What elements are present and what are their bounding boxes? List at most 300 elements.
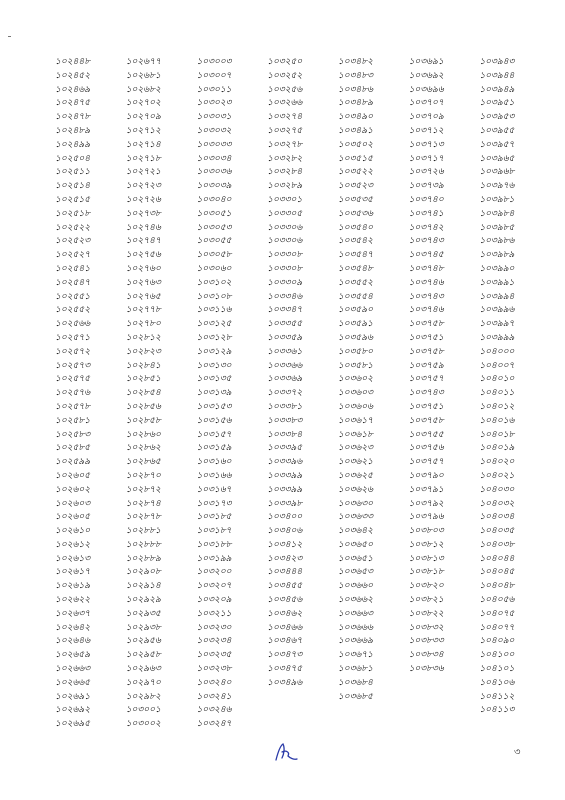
table-cell: ১০২৬১৩	[55, 553, 91, 564]
table-cell: ১০২৬১২	[55, 539, 91, 550]
table-cell: ১০৩৮১২	[408, 539, 444, 550]
table-cell: ১০৩৬৩৩	[337, 512, 373, 523]
table-cell: ১০৩৫৯৬	[337, 332, 373, 343]
table-cell: ১০২৭০২	[125, 98, 161, 109]
table-cell: ১০৩৩৬৯	[267, 374, 303, 385]
table-cell: ১০২৮৭২	[125, 484, 161, 495]
table-cell: ১০৩২৮৯	[267, 181, 303, 192]
table-cell: ১০৩৩০১	[267, 194, 303, 205]
table-cell: ১০২৯৫৮	[125, 650, 161, 661]
table-cell: ১০৪১০১	[479, 664, 515, 675]
table-cell: ১০৩০১১	[196, 84, 232, 95]
table-cell: ১০৩৪৮৯	[337, 98, 373, 109]
table-cell: ১০৩৪৮২	[337, 57, 373, 67]
table-cell: ১০৩৮২০	[408, 581, 444, 592]
table-cell: ১০৩১৭৩	[196, 498, 232, 509]
table-cell: ১০২৫৭১	[55, 332, 91, 343]
table-cell: ১০৩৭১৭	[408, 153, 444, 164]
table-cell: ১০৩১৯৯	[196, 553, 232, 564]
table-cell: ১০৩১০২	[196, 277, 232, 288]
table-cell: ১০৩৩৬৬	[267, 360, 303, 371]
table-cell: ১০৩৩৫৯	[267, 332, 303, 343]
table-cell: ১০২৮৮৮	[125, 539, 161, 550]
table-cell: ১০২৭১৮	[125, 153, 161, 164]
table-cell: ১০৩২৪১	[196, 691, 232, 702]
table-cell: ১০৩৩০৬	[267, 222, 303, 233]
table-cell: ১০৩১৬৭	[196, 484, 232, 495]
table-cell: ১০৩৬৬৩	[337, 608, 373, 619]
table-cell: ১০৩৪৪৪	[267, 567, 303, 578]
table-cell: ১০৩২৬৬	[267, 98, 303, 109]
table-cell: ১০২৪৯৯	[55, 139, 91, 150]
table-cell: ১০৩৩৫৫	[267, 319, 303, 330]
table-cell: ১০২৪৭৮	[55, 112, 91, 123]
table-cell: ১০৩৫২৩	[337, 181, 373, 192]
table-cell: ১০৪১০০	[479, 650, 515, 661]
table-cell: ১০২৬৪২	[55, 622, 91, 633]
table-cell: ১০৪০২১	[479, 470, 515, 481]
table-cell: ১০২৫২২	[55, 222, 91, 233]
table-cell: ১০৩৯৫৭	[479, 139, 515, 150]
table-cell: ১০৩৫৯১	[337, 319, 373, 330]
table-cell: ১০৩৫৪২	[337, 236, 373, 247]
table-cell: ১০৩৭৫৮	[408, 415, 444, 426]
table-cell: ১০৩৬৩০	[337, 498, 373, 509]
table-cell: ১০৩৮৩৩	[408, 636, 444, 647]
table-cell: ১০৩১৬৬	[196, 470, 232, 481]
table-cell: ১০৩০৪০	[196, 194, 232, 205]
table-column	[196, 56, 267, 732]
table-cell: ১০৩৬৫০	[337, 539, 373, 550]
table-cell: ১০৩৬৯১	[408, 57, 444, 67]
table-cell: ১০৩১৩৯	[196, 388, 232, 399]
table-cell: ১০৪০৪৮	[479, 581, 515, 592]
table-cell: ১০২৬২২	[55, 595, 91, 606]
table-cell: ১০৩৪২৩	[267, 553, 303, 564]
table-cell: ১০৩৭৫৯	[408, 360, 444, 371]
table-cell: ১০৩৯৬৫	[479, 153, 515, 164]
table-cell: ১০২৬১০	[55, 526, 91, 537]
table-cell: ১০২৬৭৭	[125, 57, 161, 67]
table-cell: ১০৩০০৭	[196, 70, 232, 81]
table-cell: ১০৪০১২	[479, 401, 515, 412]
table-cell: ১০৩৭৪০	[408, 194, 444, 205]
table-cell: ১০২৯১৪	[125, 581, 161, 592]
table-cell: ১০৩৭৯৬	[408, 512, 444, 523]
table-cell: ১০৩৭৫৭	[408, 374, 444, 385]
table-cell: ১০২৫৫২	[55, 305, 91, 316]
table-cell: ১০৩১৮৫	[196, 512, 232, 523]
table-cell: ১০৩০৩৬	[196, 167, 232, 178]
table-cell: ১০৩৩৪৬	[267, 291, 303, 302]
table-cell: ১০৩২৩৫	[196, 650, 232, 661]
table-cell: ১০৩০৫৮	[196, 250, 232, 261]
table-cell: ১০৪০৪৪	[479, 553, 515, 564]
table-cell: ১০৩৫৯০	[337, 305, 373, 316]
table-cell: ১০৩৬৬২	[337, 595, 373, 606]
table-cell: ১০২৮১২	[125, 332, 161, 343]
table-cell: ১০৪০০৭	[479, 360, 515, 371]
table-cell: ১০৩১৩০	[196, 360, 232, 371]
table-cell: ১০৪০১৮	[479, 429, 515, 440]
table-cell: ১০২৯০৮	[125, 567, 161, 578]
table-cell: ১০৩২০৭	[196, 581, 232, 592]
table-cell: ১০৩৫১৫	[337, 153, 373, 164]
table-cell: ১০৩৩০৮	[267, 263, 303, 274]
table-column	[267, 56, 338, 732]
table-cell: ১০৩৭৫৭	[408, 457, 444, 468]
table-cell: ১০২৭১২	[125, 125, 161, 136]
table-cell: ১০৩৮২১	[408, 595, 444, 606]
table-cell: ১০২৫১৫	[55, 194, 91, 205]
table-cell: ১০২৬১৭	[55, 567, 91, 578]
table-cell: ১০৩৯৬৮	[479, 167, 515, 178]
table-cell: ১০২৫৭৮	[55, 401, 91, 412]
table-cell: ১০৩৯৯৯	[479, 332, 515, 343]
table-cell: ১০২৮৭৮	[125, 512, 161, 523]
table-cell: ১০৩৩০৬	[267, 236, 303, 247]
table-cell: ১০৪০৭৭	[479, 622, 515, 633]
table-cell: ১০২৭৪৭	[125, 236, 161, 247]
table-cell: ১০২৫৭৩	[55, 360, 91, 371]
table-cell: ১০২৬৮১	[125, 70, 161, 81]
table-cell: ১০৪০৫৬	[479, 595, 515, 606]
table-cell: ১০২৫১৪	[55, 181, 91, 192]
table-cell: ১০৩৯৮৬	[479, 236, 515, 247]
table-cell: ১০২৫৮৫	[55, 443, 91, 454]
table-cell: ১০২৬১৯	[55, 581, 91, 592]
table-cell: ১০৩৩৯৫	[267, 443, 303, 454]
table-cell: ১০৩৪৫৬	[267, 595, 303, 606]
table-cell: ১০২৭৪৬	[125, 222, 161, 233]
table-cell: ১০৩৪৮৩	[337, 70, 373, 81]
table-cell: ১০৩৪৭৫	[267, 664, 303, 675]
table-cell: ১০৩৭৪৩	[408, 291, 444, 302]
table-cell: ১০৩৪৬৬	[267, 622, 303, 633]
table-cell: ১০২৫২৩	[55, 236, 91, 247]
table-cell: ১০২৮৫৮	[125, 415, 161, 426]
table-cell: ১০৩৬৮৫	[337, 691, 373, 702]
table-cell: ১০৪০১১	[479, 388, 515, 399]
table-cell: ১০৩৪৫৫	[267, 581, 303, 592]
table-cell: ১০২৭৮০	[125, 319, 161, 330]
table-cell: ১০৩৫০২	[337, 139, 373, 150]
table-cell: ১০২৭৬৩	[125, 277, 161, 288]
table-cell: ১০৩৩০৯	[267, 277, 303, 288]
table-cell: ১০৪০১০	[479, 374, 515, 385]
table-cell: ১০৩০০২	[125, 719, 161, 730]
table-cell: ১০২৮৮৯	[125, 553, 161, 564]
table-cell: ১০২৬০৫	[55, 512, 91, 523]
table-cell: ১০৩০৩৩	[196, 139, 232, 150]
table-column	[409, 56, 480, 732]
table-cell: ১০৩৬১৭	[337, 415, 373, 426]
table-cell: ১০৩১৫৩	[196, 401, 232, 412]
table-cell: ১০৩৯৪৪	[479, 70, 515, 81]
table-cell: ১০৩১৬০	[196, 457, 232, 468]
table-cell: ১০২৭৭৮	[125, 305, 161, 316]
table-cell: ১০২৮৬৫	[125, 457, 161, 468]
table-cell: ১০৩৩৮১	[267, 401, 303, 412]
table-cell: ১০৩১১৬	[196, 305, 232, 316]
table-cell: ১০৩৬৪২	[337, 526, 373, 537]
table-cell: ১০৩৫৪৭	[337, 250, 373, 261]
table-cell: ১০৩৬২৩	[337, 443, 373, 454]
table-cell: ১০৩৬২৫	[337, 470, 373, 481]
table-cell: ১০২৬০৩	[55, 498, 91, 509]
table-cell: ১০৩০০৩	[196, 57, 232, 67]
table-cell: ১০২৭৬০	[125, 263, 161, 274]
table-cell: ১০৩৬৮৪	[337, 677, 373, 688]
table-cell: ১০২৭৬৫	[125, 291, 161, 302]
table-cell: ১০৩৬৯২	[408, 70, 444, 81]
table-cell: ১০৩২১১	[196, 608, 232, 619]
table-cell: ১০৩২৩০	[196, 622, 232, 633]
table-cell: ১০২৫৬৬	[55, 319, 91, 330]
table-cell: ১০৩২৫২	[267, 70, 303, 81]
table-cell: ১০২৭৩৮	[125, 208, 161, 219]
table-cell: ১০৩৬৬০	[337, 581, 373, 592]
table-cell: ১০৩১২৯	[196, 346, 232, 357]
table-cell: ১০৩৩৯৮	[267, 498, 303, 509]
table-cell: ১০৩৩৮৩	[267, 415, 303, 426]
table-cell: ১০২৬৩৭	[55, 608, 91, 619]
table-cell: ১০২৫৪১	[55, 263, 91, 274]
table-cell: ১০৩১৮৮	[196, 539, 232, 550]
table-cell: ১০২৮৮১	[125, 526, 161, 537]
table-cell: ১০২৬৪৬	[55, 636, 91, 647]
table-cell: ১০৩৮৩৬	[408, 664, 444, 675]
table-cell: ১০২৫১১	[55, 167, 91, 178]
table-cell: ১০৩০০১	[125, 705, 161, 716]
table-cell: ১০২৮৫১	[125, 374, 161, 385]
table-cell: ১০৪০৩৪	[479, 512, 515, 523]
table-cell: ১০৩৯৫৩	[479, 112, 515, 123]
table-cell: ১০৩৭০৯	[408, 112, 444, 123]
table-cell: ১০৩৫৪০	[337, 222, 373, 233]
table-cell: ১০৩৯৪৯	[479, 84, 515, 95]
table-cell: ১০৩৭৪৬	[408, 305, 444, 316]
table-cell: ১০২৮৬২	[125, 443, 161, 454]
table-cell: ১০৩৬১৮	[337, 429, 373, 440]
table-cell: ১০২৬৬৩	[55, 664, 91, 675]
table-cell: ১০৩৭৯১	[408, 484, 444, 495]
table-cell: ১০৩৮১৮	[408, 567, 444, 578]
table-cell: ১০৪০১৯	[479, 443, 515, 454]
table-cell: ১০৩০৩৯	[196, 181, 232, 192]
table-cell: ১০৩৪০৬	[267, 526, 303, 537]
table-cell: ১০৩৪৯০	[337, 112, 373, 123]
table-cell: ১০৪০৩৫	[479, 526, 515, 537]
table-cell: ১০৩৪৯৬	[267, 677, 303, 688]
table-cell: ১০৩৬২১	[337, 457, 373, 468]
table-cell: ১০৩৯৯৪	[479, 291, 515, 302]
table-cell: ১০২৭২৬	[125, 194, 161, 205]
table-cell: ১০৩২০৯	[196, 595, 232, 606]
table-cell: ১০৩২৭৪	[267, 112, 303, 123]
table-cell: ১০৪০১৬	[479, 415, 515, 426]
table-column	[479, 56, 550, 732]
table-cell: ১০৩০৩১	[196, 112, 232, 123]
table-cell: ১০৩৯৯৬	[479, 305, 515, 316]
table-cell: ১০২৬৯২	[55, 705, 91, 716]
table-cell: ১০২৫১৮	[55, 208, 91, 219]
table-cell: ১০৩৬০৩	[337, 388, 373, 399]
table-cell: ১০৩২৩৮	[196, 664, 232, 675]
table-cell: ১০৩৫৮১	[337, 360, 373, 371]
table-cell: ১০৩২৪০	[196, 677, 232, 688]
table-cell: ১০২৫৫১	[55, 291, 91, 302]
table-cell: ১০২৬০৫	[55, 470, 91, 481]
table-cell: ১০৩১৫৭	[196, 429, 232, 440]
table-cell: ১০২৪৮৯	[55, 125, 91, 136]
table-cell: ১০২৫৭২	[55, 346, 91, 357]
table-cell: ১০২৮২৩	[125, 346, 161, 357]
table-cell: ১০৩৪১২	[267, 539, 303, 550]
table-cell: ১০৩৯৯০	[479, 263, 515, 274]
table-cell: ১০৩৭৪৬	[408, 277, 444, 288]
table-cell: ১০৩৬৯৬	[408, 84, 444, 95]
table-cell: ১০২৯৭০	[125, 677, 161, 688]
table-cell: ১০৩৯৫৫	[479, 125, 515, 136]
table-cell: ১০২৪৫২	[55, 70, 91, 81]
table-cell: ১০৩০৫৩	[196, 222, 232, 233]
table-cell: ১০২৮৬০	[125, 429, 161, 440]
table-cell: ১০৩৪৬৭	[267, 636, 303, 647]
page-number: ৩	[514, 747, 521, 758]
table-cell: ১০৩১২৮	[196, 332, 232, 343]
table-cell: ১০৩৭৯২	[408, 498, 444, 509]
table-cell: ১০২৯৩৫	[125, 608, 161, 619]
table-cell: ১০৩৮১৩	[408, 553, 444, 564]
table-cell: ১০৩৬৫১	[337, 553, 373, 564]
table-cell: ১০৩০৫৫	[196, 236, 232, 247]
table-cell: ১০২৯২৯	[125, 595, 161, 606]
table-cell: ১০২৮৭৪	[125, 498, 161, 509]
table-cell: ১০৩১৫৯	[196, 443, 232, 454]
table-cell: ১০৩৭৫৬	[408, 443, 444, 454]
table-cell: ১০৩২৮২	[267, 153, 303, 164]
table-cell: ১০৩৭৪৮	[408, 263, 444, 274]
table-cell: ১০৩২৩৪	[196, 636, 232, 647]
table-cell: ১০৩০২৩	[196, 98, 232, 109]
table-cell: ১০৩৭২৬	[408, 167, 444, 178]
table-cell: ১০৩৭০৭	[408, 98, 444, 109]
table-cell: ১০২৪৭৫	[55, 98, 91, 109]
table-cell: ১০২৬০২	[55, 484, 91, 495]
table-cell: ১০৩৩৯৯	[267, 470, 303, 481]
table-cell: ১০৪০৪৫	[479, 567, 515, 578]
table-cell: ১০২৯৮২	[125, 691, 161, 702]
table-cell: ১০৪০০০	[479, 346, 515, 357]
table-cell: ১০৩৯৪৩	[479, 57, 515, 67]
table-cell: ১০৩৯৮৪	[479, 208, 515, 219]
table-cell: ১০৩৬৭১	[337, 650, 373, 661]
table-cell: ১০৩৯৭৬	[479, 181, 515, 192]
table-cell: ১০৩৬৫৩	[337, 567, 373, 578]
table-cell: ১০৩২৪৭	[196, 719, 232, 730]
table-cell: ১০৩৬২৬	[337, 484, 373, 495]
table-cell: ১০৩১৮৭	[196, 526, 232, 537]
table-cell: ১০৪০৩২	[479, 498, 515, 509]
table-cell: ১০৩৩৭২	[267, 388, 303, 399]
table-column	[126, 56, 197, 732]
table-cell: ১০৩৬৬৬	[337, 622, 373, 633]
table-cell: ১০৩৫৩৫	[337, 194, 373, 205]
table-cell: ১০৩৫৫২	[337, 277, 373, 288]
table-cell: ১০৩৯৮১	[479, 194, 515, 205]
table-cell: ১০৩৯৮৯	[479, 250, 515, 261]
table-cell: ১০৩১৩৫	[196, 374, 232, 385]
table-cell: ১০৩৩৮৪	[267, 429, 303, 440]
table-cell: ১০২৬৯৫	[55, 719, 91, 730]
table-cell: ১০২৫০৪	[55, 153, 91, 164]
table-cell: ১০৪০৩৮	[479, 539, 515, 550]
scan-mark	[8, 36, 11, 37]
table-cell: ১০৪১১২	[479, 691, 515, 702]
table-cell: ১০৩৪৯১	[337, 125, 373, 136]
table-cell: ১০৩৮৩৪	[408, 650, 444, 661]
table-cell: ১০৩৭১২	[408, 125, 444, 136]
table-cell: ১০৩৯৮৫	[479, 222, 515, 233]
table-cell: ১০৩২০০	[196, 567, 232, 578]
table-cell: ১০৩৭৩৯	[408, 181, 444, 192]
table-cell: ১০৩৯৫১	[479, 98, 515, 109]
table-cell: ১০৩০৬০	[196, 263, 232, 274]
table-cell: ১০৩৩৯৯	[267, 484, 303, 495]
table-cell: ১০৩৮০৩	[408, 526, 444, 537]
table-cell: ১০৩১৫৬	[196, 415, 232, 426]
table-cell: ১০৩৬০৬	[337, 401, 373, 412]
table-cell: ১০৩৭৪১	[408, 208, 444, 219]
table-cell: ১০৩৪৬২	[267, 608, 303, 619]
table-cell: ১০৩৯৯১	[479, 277, 515, 288]
table-cell: ১০৩৬০২	[337, 374, 373, 385]
table-cell: ১০৪১০৬	[479, 677, 515, 688]
signature	[270, 740, 300, 764]
table-cell: ১০৪০৭৫	[479, 608, 515, 619]
table-cell: ১০২৯৬৩	[125, 664, 161, 675]
table-cell: ১০৩৬৬৯	[337, 636, 373, 647]
table-cell: ১০৪০২০	[479, 457, 515, 468]
table-cell: ১০২৭৫৬	[125, 250, 161, 261]
table-cell: ১০২৬৬৫	[55, 677, 91, 688]
table-cell: ১০২৭১৪	[125, 139, 161, 150]
table-cell: ১০৩৭৪৩	[408, 388, 444, 399]
table-cell: ১০৩৩৯৬	[267, 457, 303, 468]
table-cell: ১০৩৩৪৭	[267, 305, 303, 316]
table-cell: ১০৩২৪৬	[196, 705, 232, 716]
table-cell: ১০২৫৭৫	[55, 374, 91, 385]
table-cell: ১০২৫৯৯	[55, 457, 91, 468]
table-cell: ১০৩৭৫১	[408, 332, 444, 343]
table-cell: ১০২৫৭৬	[55, 388, 91, 399]
table-cell: ১০৩৫৪৮	[337, 263, 373, 274]
table-cell: ১০২৭০৯	[125, 112, 161, 123]
table-cell: ১০৩০৩৪	[196, 153, 232, 164]
table-cell: ১০৩৫৫৪	[337, 291, 373, 302]
table-cell: ১০২৬৮২	[125, 84, 161, 95]
table-cell: ১০৩৭৫১	[408, 401, 444, 412]
table-cell: ১০৩৭১৩	[408, 139, 444, 150]
table-cell: ১০৩২৭৮	[267, 139, 303, 150]
table-cell: ১০৩৫৮০	[337, 346, 373, 357]
table-column	[55, 56, 126, 732]
table-cell: ১০৩১২৫	[196, 319, 232, 330]
table-cell: ১০৩৭৫৮	[408, 319, 444, 330]
table-cell: ১০২৮৪১	[125, 360, 161, 371]
table-cell: ১০২৬৯১	[55, 691, 91, 702]
